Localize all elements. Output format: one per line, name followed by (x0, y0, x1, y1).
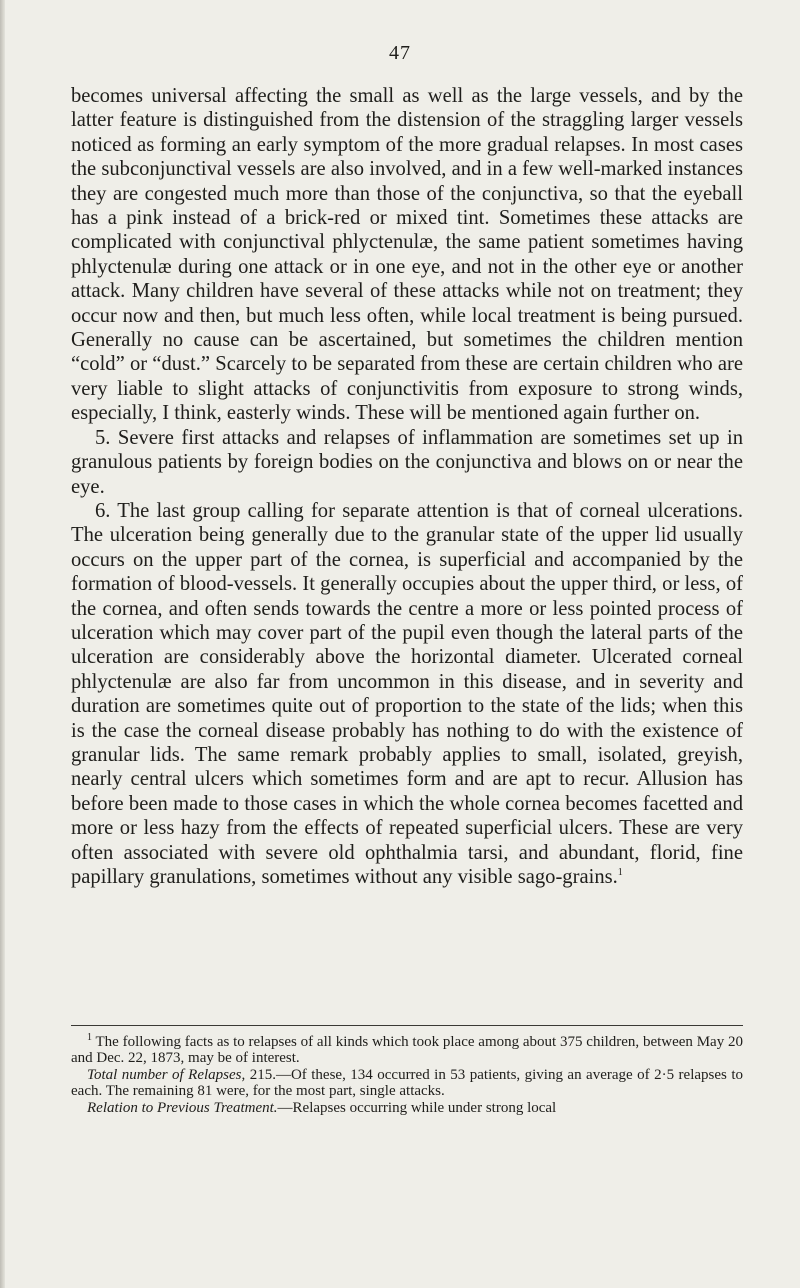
footnote-reference-mark[interactable]: 1 (617, 867, 623, 879)
page-number: 47 (389, 42, 411, 64)
paragraph-item-6-text: 6. The last group calling for separate attention is that of corneal ulcerations. The ulceration being generally due to the granular state of the upper lid usually occurs on the upper part of the cornea, is superficial and accompanied by the formation of blood-vessels. It generally occupies about the upper third, or less, of the cornea, and often sends towards the centre a more or less pointed process of ulceration which may cover part of the pupil even though the lateral parts of the ulceration are considerably above the horizontal diameter. Ulcerated corneal phlyctenulæ are also far from uncommon in this disease, and in severity and duration are sometimes quite out of proportion to the state of the lids; when this is the case the corneal disease probably has nothing to do with the existence of granular lids. The same remark probably applies to small, isolated, greyish, nearly central ulcers which sometimes form and are apt to recur. Allusion has before been made to those cases in which the whole cornea becomes facetted and more or less hazy from the effects of repeated superficial ulcers. These are very often associated with severe old ophthalmia tarsi, and abundant, florid, fine papillary granulations, sometimes without any visible sago-grains. (71, 499, 743, 888)
footnote-mark: 1 (87, 1032, 92, 1043)
footnote-relation-treatment (71, 1100, 743, 1116)
footnote-divider (71, 1025, 743, 1026)
footnote-total-relapses-text: 215.—Of these, 134 occurred in 53 patients, giving an average of 2·5 relapses to each. The remaining 81 were, for the most part, single attacks. (71, 1066, 743, 1100)
footnote-relation-treatment-text: —Relapses occurring while under strong local (277, 1099, 557, 1116)
main-text (71, 84, 743, 889)
footnote-1 (71, 1034, 743, 1067)
paragraph-item-5: 5. Severe first attacks and relapses of inflammation are sometimes set up in granulous patients by foreign bodies on the conjunctiva and blows on or near the eye. (71, 426, 743, 498)
footnotes (71, 1034, 743, 1116)
footnote-1-text: The following facts as to relapses of all kinds which took place among about 375 children, between May 20 and Dec. 22, 1873, may be of interest. (71, 1034, 743, 1067)
footnote-relation-treatment-heading: Relation to Previous Treatment. (87, 1099, 278, 1116)
footnote-total-relapses-heading: Total number of Relapses, (87, 1066, 246, 1083)
page-binding-edge (0, 0, 5, 1288)
paragraph-continued: becomes universal affecting the small as well as the large vessels, and by the latter feature is distinguished from the distension of the straggling larger vessels noticed as forming an early symptom of the more gradual relapses. In most cases the subconjunctival vessels are also involved, and in a few well-marked instances they are congested much more than those of the conjunctiva, so that the eyeball has a pink instead of a brick-red or mixed tint. Sometimes these attacks are complicated with conjunctival phlyctenulæ, the same patient sometimes having phlyctenulæ during one attack or in one eye, and not in the other eye or another attack. Many children have several of these attacks while not on treatment; they occur now and then, but much less often, while local treatment is being pursued. Generally no cause can be ascertained, but sometimes the children mention “cold” or “dust.” Scarcely to be separated from these are certain children who are very liable to slight attacks of conjunctivitis from exposure to strong winds, especially, I think, easterly winds. These will be mentioned again further on. (71, 85, 743, 425)
paragraph-item-6 (71, 499, 743, 890)
footnote-total-relapses (71, 1067, 743, 1100)
